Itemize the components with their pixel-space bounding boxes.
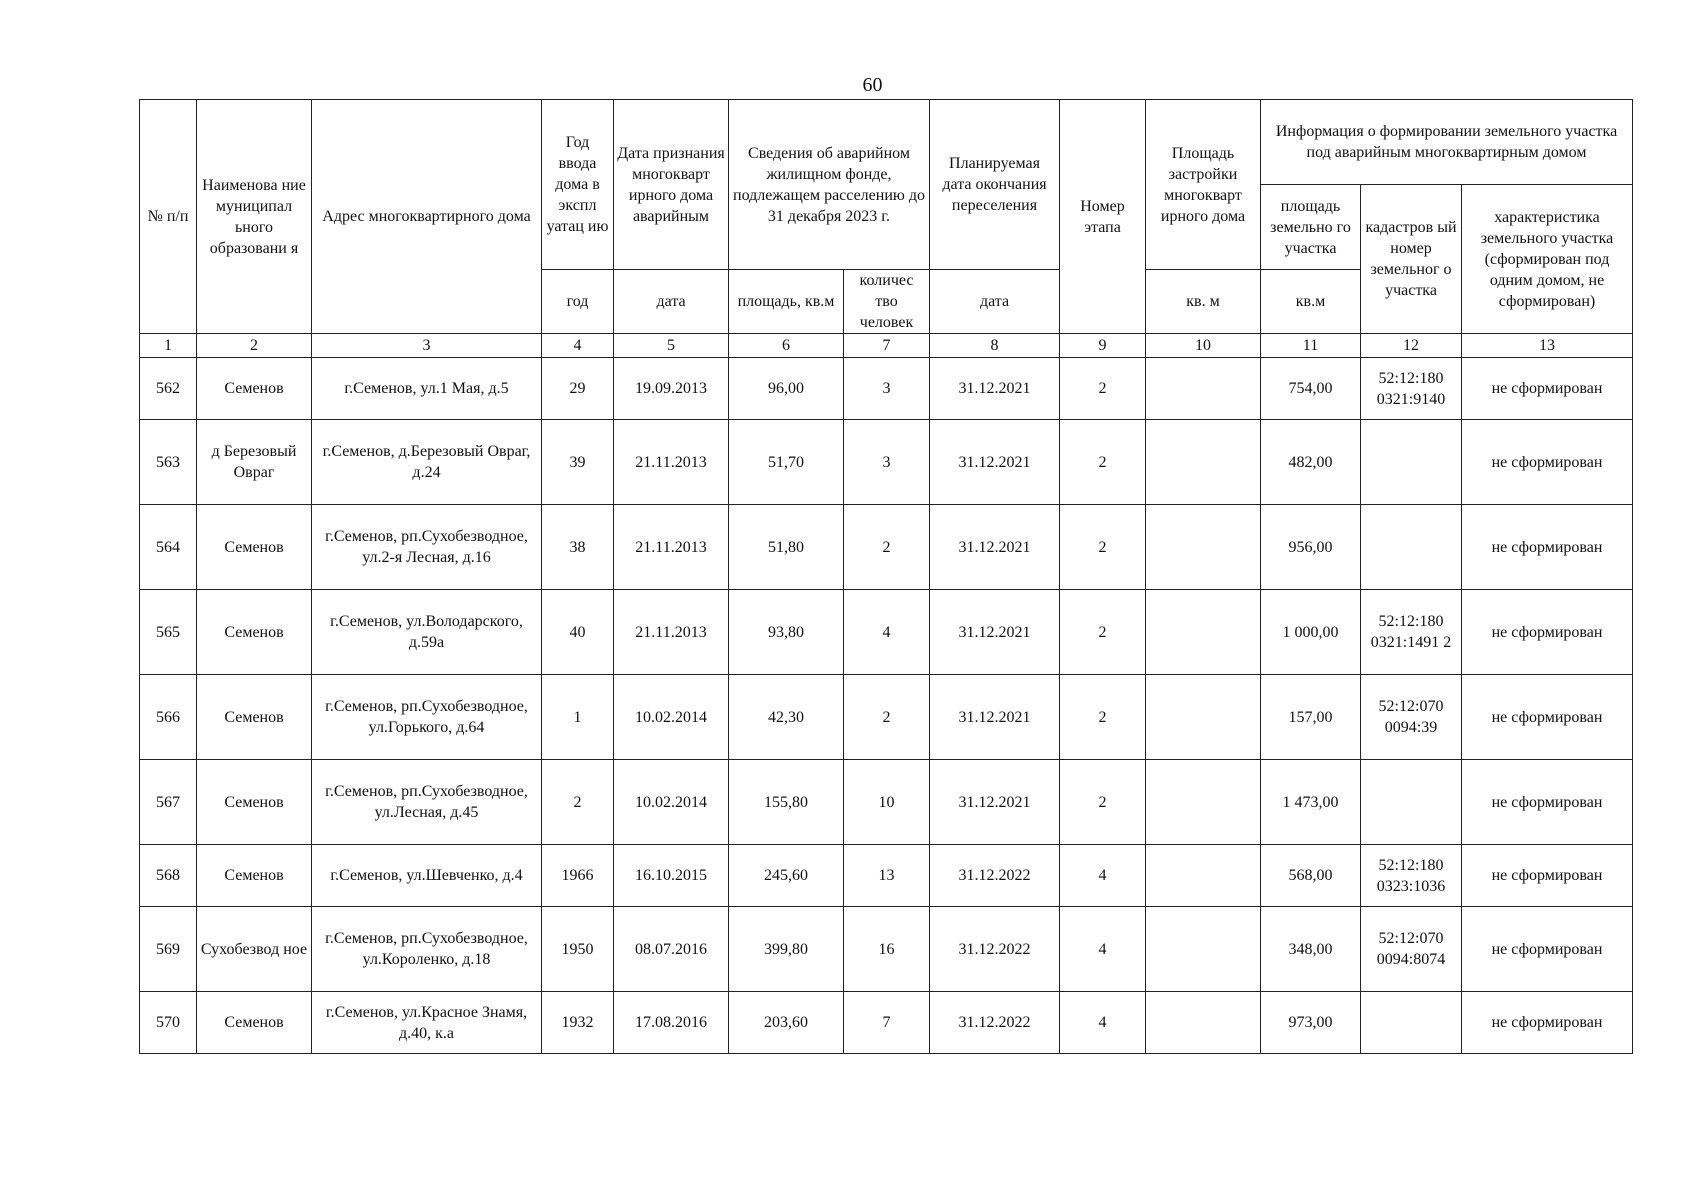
people-cell: 2 [844,675,930,760]
header-address: Адрес многоквартирного дома [312,100,542,334]
area-cell: 42,30 [729,675,844,760]
year-cell: 29 [542,358,614,420]
land-char-cell: не сформирован [1462,675,1633,760]
area-cell: 93,80 [729,590,844,675]
land-area-cell: 1 000,00 [1261,590,1361,675]
planned-date-cell: 31.12.2022 [930,845,1060,907]
municipality-cell: Семенов [197,845,312,907]
land-area-cell: 973,00 [1261,992,1361,1054]
address-cell: г.Семенов, ул.1 Мая, д.5 [312,358,542,420]
unit-sqm: кв. м [1146,270,1261,334]
page-number: 60 [862,74,883,96]
row-number: 570 [140,992,197,1054]
row-number: 562 [140,358,197,420]
table-row [140,992,1633,1054]
header-land-info: Информация о формировании земельного участка под аварийным многоквартирным домом [1261,100,1633,185]
emergency-housing-table [139,99,1633,1054]
column-number: 9 [1060,334,1146,358]
area-cell: 51,80 [729,505,844,590]
year-cell: 40 [542,590,614,675]
municipality-cell: Семенов [197,358,312,420]
table-row [140,505,1633,590]
header-year-built: Год ввода дома в экспл уатац ию [542,100,614,270]
land-area-cell: 754,00 [1261,358,1361,420]
cadastral-cell [1361,505,1462,590]
building-area-cell [1146,590,1261,675]
unit-year: год [542,270,614,334]
stage-cell: 2 [1060,760,1146,845]
row-number: 563 [140,420,197,505]
land-area-cell: 157,00 [1261,675,1361,760]
header-land-char: характеристика земельного участка (сформирован под одним домом, не сформирован) [1462,185,1633,334]
stage-cell: 2 [1060,590,1146,675]
column-number: 12 [1361,334,1462,358]
building-area-cell [1146,505,1261,590]
column-number: 8 [930,334,1060,358]
municipality-cell: Семенов [197,675,312,760]
unit-people: количес тво человек [844,270,930,334]
row-number: 566 [140,675,197,760]
cadastral-cell: 52:12:070 0094:39 [1361,675,1462,760]
address-cell: г.Семенов, рп.Сухобезводное, ул.2-я Лесная, д.16 [312,505,542,590]
header-date-recognized: Дата признания многокварт ирного дома аварийным [614,100,729,270]
building-area-cell [1146,992,1261,1054]
row-number: 569 [140,907,197,992]
municipality-cell: Семенов [197,590,312,675]
row-number: 564 [140,505,197,590]
land-char-cell: не сформирован [1462,590,1633,675]
building-area-cell [1146,845,1261,907]
planned-date-cell: 31.12.2021 [930,590,1060,675]
row-number: 567 [140,760,197,845]
municipality-cell: Семенов [197,760,312,845]
table-row [140,675,1633,760]
cadastral-cell [1361,760,1462,845]
land-area-cell: 348,00 [1261,907,1361,992]
land-area-cell: 1 473,00 [1261,760,1361,845]
unit-sqm2: кв.м [1261,270,1361,334]
planned-date-cell: 31.12.2022 [930,907,1060,992]
planned-date-cell: 31.12.2021 [930,505,1060,590]
municipality-cell: Семенов [197,505,312,590]
building-area-cell [1146,675,1261,760]
building-area-cell [1146,907,1261,992]
planned-date-cell: 31.12.2021 [930,675,1060,760]
date-recognized-cell: 16.10.2015 [614,845,729,907]
people-cell: 10 [844,760,930,845]
cadastral-cell [1361,420,1462,505]
land-area-cell: 956,00 [1261,505,1361,590]
area-cell: 51,70 [729,420,844,505]
column-number: 4 [542,334,614,358]
land-char-cell: не сформирован [1462,358,1633,420]
column-number-row [140,334,1633,358]
column-number: 11 [1261,334,1361,358]
address-cell: г.Семенов, ул.Шевченко, д.4 [312,845,542,907]
date-recognized-cell: 10.02.2014 [614,760,729,845]
stage-cell: 2 [1060,358,1146,420]
land-char-cell: не сформирован [1462,992,1633,1054]
table-row [140,358,1633,420]
column-number: 2 [197,334,312,358]
planned-date-cell: 31.12.2021 [930,358,1060,420]
table-row [140,760,1633,845]
address-cell: г.Семенов, ул.Красное Знамя, д.40, к.а [312,992,542,1054]
column-number: 5 [614,334,729,358]
stage-cell: 4 [1060,992,1146,1054]
header-stage: Номер этапа [1060,100,1146,334]
table-row [140,420,1633,505]
header-num: № п/п [140,100,197,334]
land-char-cell: не сформирован [1462,907,1633,992]
unit-area: площадь, кв.м [729,270,844,334]
building-area-cell [1146,420,1261,505]
address-cell: г.Семенов, д.Березовый Овраг, д.24 [312,420,542,505]
date-recognized-cell: 08.07.2016 [614,907,729,992]
year-cell: 1 [542,675,614,760]
date-recognized-cell: 10.02.2014 [614,675,729,760]
year-cell: 1966 [542,845,614,907]
address-cell: г.Семенов, ул.Володарского, д.59а [312,590,542,675]
address-cell: г.Семенов, рп.Сухобезводное, ул.Горького, д.64 [312,675,542,760]
land-char-cell: не сформирован [1462,845,1633,907]
land-area-cell: 482,00 [1261,420,1361,505]
municipality-cell: Семенов [197,992,312,1054]
people-cell: 3 [844,358,930,420]
people-cell: 3 [844,420,930,505]
cadastral-cell [1361,992,1462,1054]
table-row [140,907,1633,992]
date-recognized-cell: 21.11.2013 [614,590,729,675]
people-cell: 2 [844,505,930,590]
header-municipality: Наименова ние муниципал ьного образовани я [197,100,312,334]
land-area-cell: 568,00 [1261,845,1361,907]
people-cell: 4 [844,590,930,675]
area-cell: 245,60 [729,845,844,907]
planned-date-cell: 31.12.2021 [930,420,1060,505]
column-number: 13 [1462,334,1633,358]
header-planned-date: Планируемая дата окончания переселения [930,100,1060,270]
header-info-fund: Сведения об аварийном жилищном фонде, подлежащем расселению до 31 декабря 2023 г. [729,100,930,270]
header-building-area: Площадь застройки многокварт ирного дома [1146,100,1261,270]
year-cell: 1932 [542,992,614,1054]
cadastral-cell: 52:12:180 0321:1491 2 [1361,590,1462,675]
area-cell: 399,80 [729,907,844,992]
stage-cell: 4 [1060,907,1146,992]
header-land-area: площадь земельно го участка [1261,185,1361,270]
date-recognized-cell: 17.08.2016 [614,992,729,1054]
unit-date: дата [614,270,729,334]
area-cell: 203,60 [729,992,844,1054]
land-char-cell: не сформирован [1462,760,1633,845]
row-number: 565 [140,590,197,675]
municipality-cell: д Березовый Овраг [197,420,312,505]
unit-date2: дата [930,270,1060,334]
land-char-cell: не сформирован [1462,505,1633,590]
planned-date-cell: 31.12.2021 [930,760,1060,845]
area-cell: 155,80 [729,760,844,845]
table-row [140,845,1633,907]
people-cell: 16 [844,907,930,992]
area-cell: 96,00 [729,358,844,420]
table-row [140,590,1633,675]
header-cadastral: кадастров ый номер земельног о участка [1361,185,1462,334]
column-number: 10 [1146,334,1261,358]
date-recognized-cell: 19.09.2013 [614,358,729,420]
column-number: 7 [844,334,930,358]
planned-date-cell: 31.12.2022 [930,992,1060,1054]
building-area-cell [1146,760,1261,845]
year-cell: 2 [542,760,614,845]
building-area-cell [1146,358,1261,420]
municipality-cell: Сухобезвод ное [197,907,312,992]
people-cell: 13 [844,845,930,907]
date-recognized-cell: 21.11.2013 [614,420,729,505]
stage-cell: 2 [1060,505,1146,590]
date-recognized-cell: 21.11.2013 [614,505,729,590]
land-char-cell: не сформирован [1462,420,1633,505]
year-cell: 38 [542,505,614,590]
cadastral-cell: 52:12:180 0321:9140 [1361,358,1462,420]
stage-cell: 4 [1060,845,1146,907]
column-number: 3 [312,334,542,358]
people-cell: 7 [844,992,930,1054]
column-number: 6 [729,334,844,358]
year-cell: 39 [542,420,614,505]
row-number: 568 [140,845,197,907]
address-cell: г.Семенов, рп.Сухобезводное, ул.Лесная, д.45 [312,760,542,845]
address-cell: г.Семенов, рп.Сухобезводное, ул.Короленко, д.18 [312,907,542,992]
column-number: 1 [140,334,197,358]
stage-cell: 2 [1060,420,1146,505]
stage-cell: 2 [1060,675,1146,760]
cadastral-cell: 52:12:070 0094:8074 [1361,907,1462,992]
year-cell: 1950 [542,907,614,992]
cadastral-cell: 52:12:180 0323:1036 [1361,845,1462,907]
